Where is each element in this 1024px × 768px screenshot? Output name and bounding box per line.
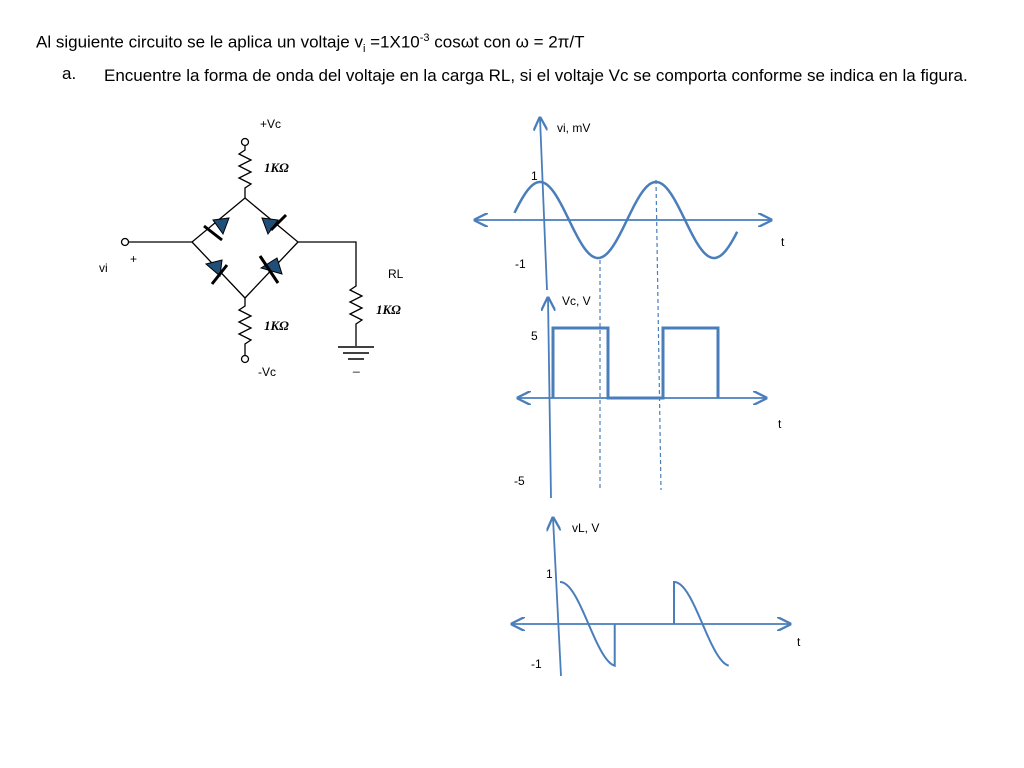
- vi-y-axis: [540, 118, 547, 290]
- intro-suffix: cosωt con ω = 2π/T: [429, 32, 585, 52]
- rl-label: RL: [388, 267, 404, 281]
- plot-vl: [512, 518, 801, 676]
- resistor-bottom-label: 1KΩ: [264, 318, 289, 333]
- item-text: Encuentre la forma de onda del voltaje en la carga RL, si el voltaje Vc se comporta conforme se indica en la figura.: [104, 66, 968, 85]
- plus-label: +: [130, 252, 138, 266]
- diode-3: [206, 260, 227, 284]
- vc-waveform: [553, 328, 718, 398]
- intro-subscript: i: [362, 43, 366, 56]
- resistor-load-label: 1KΩ: [376, 302, 401, 317]
- ground-symbol: [338, 347, 374, 359]
- item-marker: a.: [62, 64, 77, 83]
- diode-1: [204, 218, 229, 240]
- vc-title: Vc, V: [562, 294, 591, 308]
- diode-bridge: [192, 198, 298, 298]
- vc-ytick-top: 5: [531, 329, 538, 343]
- vl-title: vL, V: [572, 521, 600, 535]
- vl-x-label: t: [797, 635, 801, 649]
- vi-x-label: t: [781, 235, 785, 249]
- vl-y-axis: [553, 518, 561, 676]
- vi-label: vi: [99, 261, 108, 275]
- vi-ytick-top: 1: [531, 169, 538, 183]
- diode-2: [262, 215, 286, 234]
- resistor-top: [239, 146, 251, 198]
- vc-neg-label: -Vc: [258, 365, 276, 379]
- vl-ytick-bottom: -1: [531, 657, 542, 671]
- vi-terminal: [122, 239, 129, 246]
- resistor-bottom: [239, 298, 251, 356]
- vl-ytick-top: 1: [546, 567, 553, 581]
- intro-mid: =1X10: [365, 32, 420, 52]
- ground-minus-label: _: [353, 359, 360, 373]
- vc-neg-terminal: [242, 356, 249, 363]
- resistor-top-label: 1KΩ: [264, 160, 289, 175]
- plot-vc: [514, 294, 782, 498]
- vi-ytick-bottom: -1: [515, 257, 526, 271]
- plot-vi: [475, 118, 785, 290]
- intro-superscript: -3: [419, 32, 430, 44]
- vc-pos-terminal: [242, 139, 249, 146]
- vi-title: vi, mV: [557, 121, 591, 135]
- load-resistor: [298, 242, 362, 346]
- guide-line-2: [656, 180, 661, 490]
- vc-x-label: t: [778, 417, 782, 431]
- vc-pos-label: +Vc: [260, 117, 282, 131]
- vc-ytick-bottom: -5: [514, 474, 525, 488]
- circuit: [122, 139, 375, 363]
- intro-prefix: Al siguiente circuito se le aplica un voltaje v: [36, 32, 363, 52]
